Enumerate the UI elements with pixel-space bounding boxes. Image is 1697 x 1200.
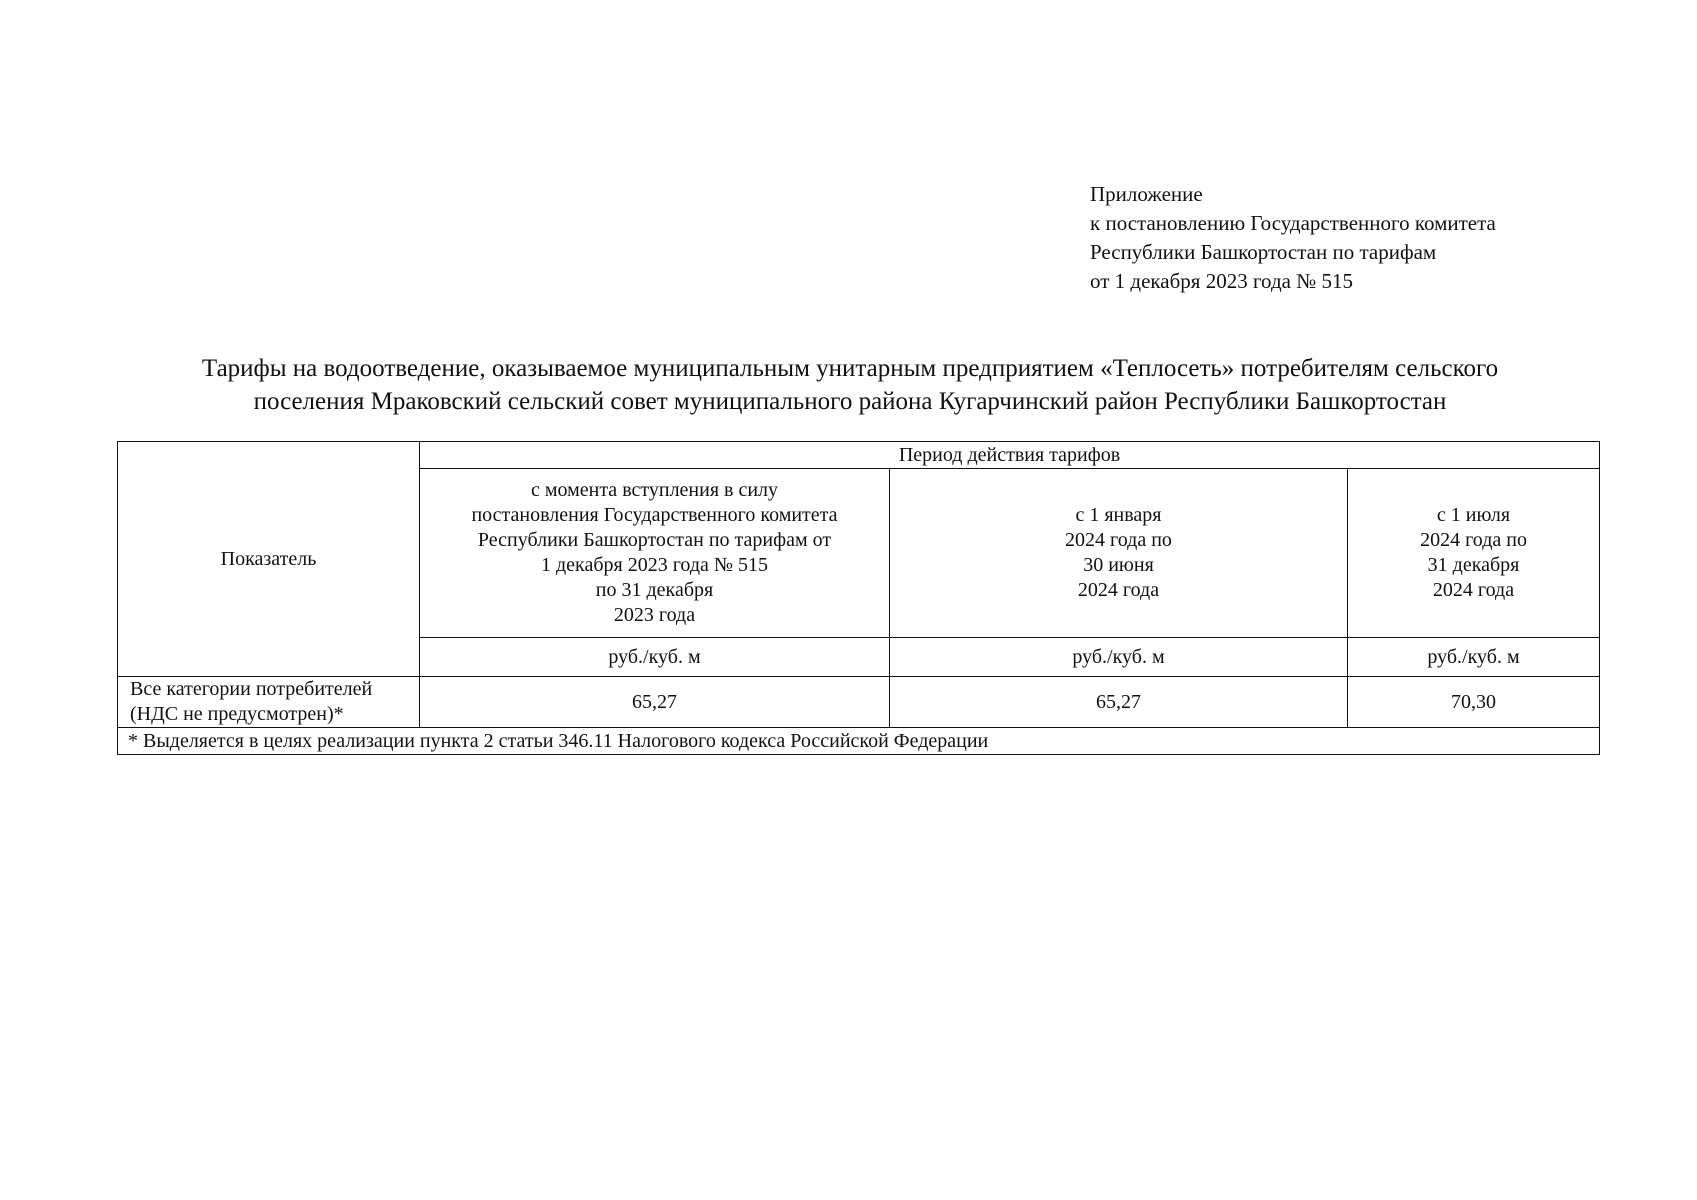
period-line: 31 декабря <box>1427 554 1520 576</box>
title-line: Тарифы на водоотведение, оказываемое муниципальным унитарным предприятием «Теплосеть» потребителям сельского <box>201 355 1499 382</box>
period-line: постановления Государственного комитета <box>471 504 838 526</box>
appendix-line: Республики Башкортостан по тарифам <box>1090 240 1437 264</box>
tariff-table <box>117 441 1600 755</box>
period-line: с момента вступления в силу <box>530 479 779 501</box>
period-line: с 1 июля <box>1436 504 1511 526</box>
tariff-value: 65,27 <box>890 677 1348 728</box>
appendix-line: Приложение <box>1090 182 1203 206</box>
period-cell-1 <box>420 469 890 638</box>
indicator-header-cell <box>118 442 420 677</box>
footnote-row <box>118 728 1600 755</box>
period-line: 2023 года <box>613 604 696 626</box>
period-cell-2 <box>890 469 1348 638</box>
period-line: 30 июня <box>1083 554 1154 576</box>
row-label-line: Все категории потребителей <box>130 678 373 700</box>
period-line: 2024 года по <box>1420 529 1527 551</box>
title-line: поселения Мраковский сельский совет муниципального района Кугарчинский район Республики Башкортостан <box>253 388 1447 415</box>
document-title <box>100 352 1600 418</box>
appendix-header <box>1090 180 1496 296</box>
period-line: 1 декабря 2023 года № 515 <box>541 554 768 576</box>
period-line: по 31 декабря <box>595 579 714 601</box>
period-line: 2024 года <box>1077 579 1160 601</box>
period-line: Республики Башкортостан по тарифам от <box>477 529 832 551</box>
period-header: Период действия тарифов <box>898 443 1121 466</box>
period-line: 2024 года <box>1432 579 1515 601</box>
table-header-row <box>118 442 1600 469</box>
period-line: 2024 года по <box>1065 529 1172 551</box>
appendix-line: к постановлению Государственного комитета <box>1090 211 1496 235</box>
period-cell-3 <box>1348 469 1600 638</box>
period-line: с 1 января <box>1075 504 1162 526</box>
appendix-line: от 1 декабря 2023 года № 515 <box>1090 269 1353 293</box>
period-header-cell <box>420 442 1600 469</box>
footnote: * Выделяется в целях реализации пункта 2 статьи 346.11 Налогового кодекса Российской Федерации <box>118 728 1600 755</box>
unit-cell: руб./куб. м <box>890 638 1348 677</box>
unit-cell: руб./куб. м <box>420 638 890 677</box>
table-row <box>118 677 1600 728</box>
indicator-header: Показатель <box>220 547 317 570</box>
row-label-line: (НДС не предусмотрен)* <box>130 703 344 725</box>
tariff-value: 70,30 <box>1348 677 1600 728</box>
row-label-cell <box>118 677 420 728</box>
tariff-value: 65,27 <box>420 677 890 728</box>
unit-cell: руб./куб. м <box>1348 638 1600 677</box>
